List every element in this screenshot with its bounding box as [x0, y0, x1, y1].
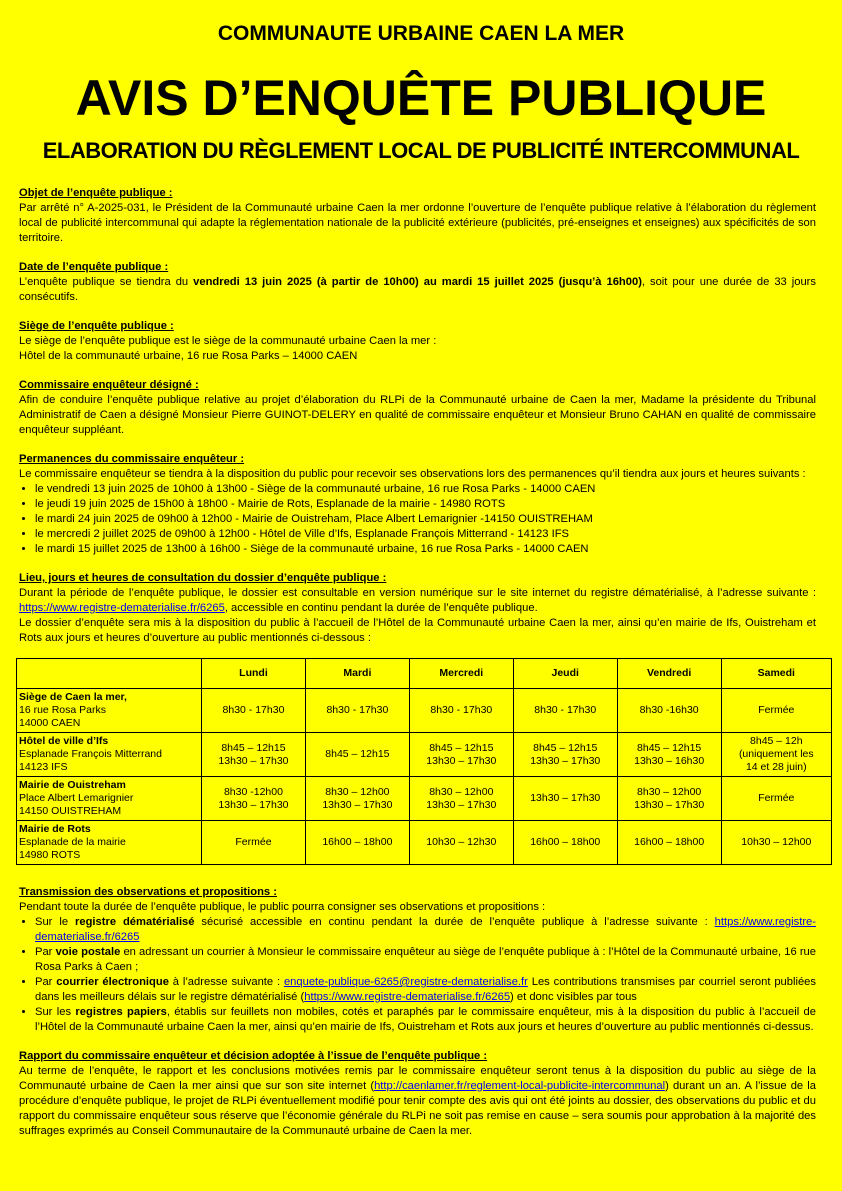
table-cell-hours	[513, 777, 617, 821]
hours-line: 16h00 – 18h00	[634, 836, 705, 848]
hours-line: 13h30 – 17h30	[218, 754, 289, 767]
text-span: ) et donc visibles par tous	[510, 991, 637, 1003]
table-header-row	[17, 659, 832, 689]
place-name: Mairie de Ouistreham	[19, 779, 126, 791]
text-span: , accessible en continu pendant la durée de l’enquête publique.	[224, 602, 538, 614]
email-link[interactable]: enquete-publique-6265@registre-dematerialise.fr	[283, 976, 528, 988]
bold-text: voie postale	[55, 946, 121, 958]
bold-text: registres papiers	[75, 1006, 167, 1018]
hours-line: 13h30 – 17h30	[426, 754, 497, 767]
notice-body	[19, 186, 816, 1139]
text-span: L’enquête publique se tiendra du	[19, 276, 194, 288]
text-span: sécurisé accessible en continu pendant la durée de l’enquête publique à l’adresse suivante :	[194, 916, 715, 928]
section-text	[19, 275, 816, 305]
opening-hours-table	[16, 658, 832, 865]
text-span: Par	[35, 976, 57, 988]
section-text	[19, 1064, 816, 1139]
registry-link[interactable]: https://www.registre-dematerialise.fr/6265	[304, 991, 511, 1003]
hours-line: 8h45 – 12h15	[221, 741, 286, 754]
table-header-day: Mardi	[305, 659, 409, 689]
section-commissaire	[19, 378, 816, 438]
table-cell-hours	[513, 733, 617, 777]
page-subtitle: ELABORATION DU RÈGLEMENT LOCAL DE PUBLICITÉ INTERCOMMUNAL	[42, 138, 800, 163]
hours-line: 8h30 - 17h30	[222, 704, 285, 716]
table-cell-hours	[409, 689, 513, 733]
text-span: , établis sur feuillets non mobiles, cotés et paraphés par le commissaire enquêteur, mis à la disposition du public à l’accueil de l’Hôtel de la Communauté urbaine Caen la mer, ainsi qu’en mairie de Ifs, Ouistreham et Rots aux jours et heures d’ouverture au public mentionnés ci-dessus.	[35, 1006, 817, 1033]
table-header-day: Lundi	[202, 659, 306, 689]
place-name: Mairie de Rots	[19, 823, 91, 835]
list-item: • le mercredi 2 juillet 2025 de 09h00 à 12h00 - Hôtel de Ville d’Ifs, Esplanade François Mitterrand - 14123 IFS	[35, 527, 816, 542]
hours-line: 13h30 – 17h30	[530, 792, 601, 804]
section-title: Transmission des observations et propositions :	[19, 886, 277, 898]
table-header-day: Jeudi	[513, 659, 617, 689]
table-row	[17, 821, 832, 865]
hours-line: 14 et 28 juin)	[745, 761, 807, 773]
table-cell-hours	[409, 733, 513, 777]
table-cell-place	[17, 821, 202, 865]
place-address-line: 14000 CAEN	[19, 717, 81, 729]
section-permanences	[19, 452, 816, 557]
hours-line: 16h00 – 18h00	[530, 836, 601, 848]
section-text: Afin de conduire l’enquête publique relative au projet d’élaboration du RLPi de la Communauté urbaine de Caen la mer, Madame la présidente du Tribunal Administratif de Caen a désigné Monsieur Pierre GUINOT-DELERY en qualité de commissaire enquêteur et Monsieur Bruno CAHAN en qualité de commissaire enquêteur suppléant.	[19, 394, 816, 436]
table-cell-hours	[617, 777, 721, 821]
section-title: Commissaire enquêteur désigné :	[19, 379, 199, 391]
hours-line: 8h45 – 12h15	[533, 741, 598, 754]
table-cell-hours	[202, 777, 306, 821]
table-cell-hours	[617, 733, 721, 777]
table-row	[17, 777, 832, 821]
place-address-line: 14123 IFS	[19, 761, 68, 773]
section-text: Le siège de l’enquête publique est le siège de la communauté urbaine Caen la mer :	[19, 335, 437, 347]
hours-line: 13h30 – 17h30	[530, 754, 601, 767]
transmission-list	[19, 915, 816, 1035]
hours-line: 8h45 – 12h	[750, 735, 803, 747]
hours-line: 8h30 - 17h30	[534, 704, 597, 716]
section-objet	[19, 186, 816, 246]
table-cell-place	[17, 689, 202, 733]
section-text	[19, 586, 816, 616]
section-consultation	[19, 571, 816, 865]
text-span: Durant la période de l’enquête publique, le dossier est consultable en version numérique sur le site internet du registre dématérialisé, à l’adresse suivante :	[19, 587, 816, 599]
table-cell-hours	[617, 689, 721, 733]
text-span: , soit pour une durée de 33 jours consécutifs.	[19, 276, 816, 303]
hours-line: 8h45 – 12h15	[325, 748, 390, 760]
hours-line: 8h30 - 17h30	[430, 704, 493, 716]
table-header-day: Vendredi	[617, 659, 721, 689]
section-title: Siège de l’enquête publique :	[19, 320, 174, 332]
registry-link[interactable]: https://www.registre-dematerialise.fr/6265	[35, 916, 816, 943]
hours-line: 13h30 – 17h30	[426, 798, 497, 811]
table-cell-hours	[721, 689, 831, 733]
hours-line: 8h30 -12h00	[223, 785, 283, 798]
table-cell-hours	[409, 821, 513, 865]
hours-line: (uniquement les	[738, 748, 814, 760]
table-cell-hours	[513, 821, 617, 865]
text-span: Les contributions transmises par courriel seront publiées dans les meilleurs délais sur le registre dématérialisé (	[35, 976, 816, 1003]
table-cell-hours	[721, 733, 831, 777]
page-title: AVIS D’ENQUÊTE PUBLIQUE	[75, 70, 767, 126]
table-cell-place	[17, 777, 202, 821]
section-rapport	[19, 1049, 816, 1139]
section-title: Objet de l’enquête publique :	[19, 187, 173, 199]
place-address-line: 14980 ROTS	[19, 849, 81, 861]
table-header-day: Mercredi	[409, 659, 513, 689]
section-text: Par arrêté n° A-2025-031, le Président de la Communauté urbaine Caen la mer ordonne l’ouverture de l’enquête publique relative à l’élaboration du règlement local de publicité intercommunal qui adapte la réglementation nationale de la publicité extérieure (publicités, pré-enseignes et enseignes) aux spécificités de son territoire.	[19, 202, 816, 244]
table-cell-hours	[409, 777, 513, 821]
text-span: Au terme de l’enquête, le rapport et les conclusions motivées remis par le commissaire enquêteur seront tenus à la disposition du public au siège de la Communauté urbaine de Caen la mer ainsi que sur son site internet (	[19, 1065, 816, 1092]
hours-line: 16h00 – 18h00	[322, 836, 393, 848]
list-item	[35, 945, 816, 975]
hours-line: 8h45 – 12h15	[429, 741, 494, 754]
section-text: Pendant toute la durée de l’enquête publique, le public pourra consigner ses observations et propositions :	[19, 901, 546, 913]
section-title: Lieu, jours et heures de consultation du dossier d’enquête publique :	[19, 572, 387, 584]
hours-line: 8h30 – 12h00	[429, 785, 494, 798]
table-cell-place	[17, 733, 202, 777]
website-link[interactable]: http://caenlamer.fr/reglement-local-publicite-intercommunal	[374, 1080, 666, 1092]
table-cell-hours	[202, 733, 306, 777]
hours-line: 8h30 – 12h00	[637, 785, 702, 798]
section-siege	[19, 319, 816, 364]
section-text: Le commissaire enquêteur se tiendra à la disposition du public pour recevoir ses observations lors des permanences qu’il tiendra aux jours et heures suivants :	[19, 468, 806, 480]
place-name: Hôtel de ville d’Ifs	[19, 735, 109, 747]
hours-line: 13h30 – 16h30	[634, 754, 705, 767]
hours-line: 13h30 – 17h30	[218, 798, 289, 811]
bold-text: registre dématérialisé	[75, 916, 195, 928]
permanences-list	[19, 482, 816, 557]
hours-line: 8h30 – 12h00	[325, 785, 390, 798]
hours-line: Fermée	[758, 792, 795, 804]
hours-line: 10h30 – 12h00	[741, 836, 812, 848]
table-cell-hours	[305, 733, 409, 777]
place-address-line: Esplanade de la mairie	[19, 836, 126, 848]
text-span: Sur les	[35, 1006, 76, 1018]
list-item: • le mardi 24 juin 2025 de 09h00 à 12h00 - Mairie de Ouistreham, Place Albert Lemarignier -14150 OUISTREHAM	[35, 512, 816, 527]
organization-name: COMMUNAUTE URBAINE CAEN LA MER	[217, 22, 625, 45]
text-span: Sur le	[35, 916, 75, 928]
text-span: à l’adresse suivante :	[168, 976, 284, 988]
place-address-line: 14150 OUISTREHAM	[19, 805, 122, 817]
text-span: ) durant un an. A l’issue de la procédure d’enquête publique, le projet de RLPi éventuellement modifié pour tenir compte des avis qui ont été joints au dossier, des observations du public et du rapport du commissaire enquêteur sous réserve que l’économie générale du RLPi ne soit pas remise en cause – sera soumis pour approbation à la majorité des suffrages exprimés au Conseil Communautaire de la Communauté urbaine de Caen la mer.	[19, 1080, 816, 1137]
registry-link[interactable]: https://www.registre-dematerialise.fr/6265	[19, 602, 225, 614]
list-item: • le vendredi 13 juin 2025 de 10h00 à 13h00 - Siège de la communauté urbaine, 16 rue Rosa Parks - 14000 CAEN	[35, 482, 816, 497]
bold-text: courrier électronique	[56, 976, 169, 988]
section-title: Date de l’enquête publique :	[19, 261, 169, 273]
section-transmission	[19, 885, 816, 1035]
bold-dates: vendredi 13 juin 2025 (à partir de 10h00) au mardi 15 juillet 2025 (jusqu’à 16h00)	[193, 276, 642, 288]
text-span: en adressant un courrier à Monsieur le commissaire enquêteur au siège de l’enquête publique à : l’Hôtel de la Communauté urbaine, 16 rue Rosa Parks à Caen ;	[35, 946, 816, 973]
table-cell-hours	[305, 777, 409, 821]
hours-line: Fermée	[235, 836, 272, 848]
hours-line: 10h30 – 12h30	[426, 836, 497, 848]
list-item: • le mardi 15 juillet 2025 de 13h00 à 16h00 - Siège de la communauté urbaine, 16 rue Rosa Parks - 14000 CAEN	[35, 542, 816, 557]
place-name: Siège de Caen la mer,	[19, 691, 127, 703]
list-item	[35, 915, 816, 945]
table-cell-hours	[617, 821, 721, 865]
table-cell-hours	[305, 689, 409, 733]
section-title: Rapport du commissaire enquêteur et décision adoptée à l’issue de l’enquête publique :	[19, 1050, 488, 1062]
hours-line: Fermée	[758, 704, 795, 716]
table-cell-hours	[513, 689, 617, 733]
hours-line: 8h30 -16h30	[639, 704, 699, 716]
text-span: Par	[35, 946, 56, 958]
hours-line: 8h45 – 12h15	[637, 741, 702, 754]
table-cell-hours	[721, 777, 831, 821]
table-cell-hours	[202, 821, 306, 865]
list-item: • le jeudi 19 juin 2025 de 15h00 à 18h00 - Mairie de Rots, Esplanade de la mairie - 14980 ROTS	[35, 497, 816, 512]
hours-line: 13h30 – 17h30	[634, 798, 705, 811]
table-cell-hours	[305, 821, 409, 865]
table-cell-hours	[202, 689, 306, 733]
list-item	[35, 975, 816, 1005]
hours-line: 13h30 – 17h30	[322, 798, 393, 811]
place-address-line: Place Albert Lemarignier	[19, 792, 134, 804]
table-cell-hours	[721, 821, 831, 865]
table-header-day: Samedi	[721, 659, 831, 689]
table-row	[17, 733, 832, 777]
section-title: Permanences du commissaire enquêteur :	[19, 453, 245, 465]
section-text: Le dossier d’enquête sera mis à la disposition du public à l’accueil de l’Hôtel de la Communauté urbaine Caen la mer, ainsi qu’en mairie de Ifs, Ouistreham et Rots aux jours et heures d’ouverture au public mentionnés ci-dessous :	[19, 617, 816, 644]
table-header-empty	[17, 659, 202, 689]
table-row	[17, 689, 832, 733]
list-item	[35, 1005, 816, 1035]
place-address-line: Esplanade François Mitterrand	[19, 748, 162, 760]
section-text: Hôtel de la communauté urbaine, 16 rue Rosa Parks – 14000 CAEN	[19, 350, 358, 362]
place-address-line: 16 rue Rosa Parks	[19, 704, 106, 716]
section-date	[19, 260, 816, 305]
hours-line: 8h30 - 17h30	[326, 704, 389, 716]
